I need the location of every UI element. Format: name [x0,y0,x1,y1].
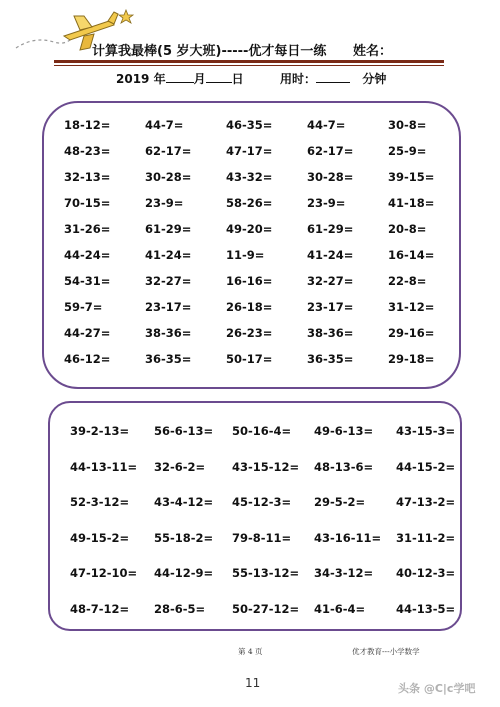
title-text: 计算我最棒(5 岁大班)-----优才每日一练 [92,44,327,59]
problem-item: 16-14= [388,248,435,262]
time-label: 用时： [279,72,316,86]
problem-item: 28-6-5= [154,601,206,616]
problem-item: 44-7= [307,118,346,132]
header-rule-thin [54,65,444,66]
problem-item: 55-18-2= [154,530,214,545]
problem-item: 41-18= [388,196,435,210]
problem-item: 34-3-12= [314,566,374,581]
problem-item: 29-18= [388,352,435,366]
problem-item: 29-16= [388,326,435,340]
header-rule-thick [54,60,444,63]
star-icon [119,10,133,23]
problem-item: 59-7= [64,300,103,314]
problem-item: 43-16-11= [314,530,382,545]
problem-item: 44-15-2= [396,459,456,474]
problem-item: 56-6-13= [154,424,214,438]
problem-item: 26-23= [226,326,273,340]
problem-item: 62-17= [145,144,192,158]
problem-item: 41-24= [145,248,192,262]
problem-item: 18-12= [64,118,111,132]
problem-item: 22-8= [388,274,427,288]
problem-item: 43-32= [226,170,273,184]
subtraction-grid [64,118,444,378]
problem-item: 62-17= [307,144,354,158]
problem-item: 41-24= [307,248,354,262]
problem-item: 31-11-2= [396,530,456,545]
problem-item: 32-27= [307,274,354,288]
problem-item: 41-6-4= [314,601,366,616]
date-line [116,70,386,87]
problem-item: 61-29= [145,222,192,236]
day-label: 日 [231,72,244,86]
problem-item: 31-12= [388,300,435,314]
problem-item: 43-15-3= [396,424,456,438]
problem-item: 70-15= [64,196,111,210]
problem-item: 43-4-12= [154,495,214,510]
problem-item: 11-9= [226,248,265,262]
problem-item: 48-23= [64,144,111,158]
problem-item: 48-13-6= [314,459,374,474]
problem-item: 44-12-9= [154,566,214,581]
problem-item: 46-35= [226,118,273,132]
problem-item: 23-9= [307,196,346,210]
problem-item: 39-15= [388,170,435,184]
problem-item: 30-28= [145,170,192,184]
problem-item: 50-17= [226,352,273,366]
problem-item: 43-15-12= [232,459,300,474]
problem-item: 32-6-2= [154,459,206,474]
day-blank[interactable] [206,70,232,83]
problem-item: 61-29= [307,222,354,236]
problem-item: 32-27= [145,274,192,288]
problem-item: 49-15-2= [70,530,130,545]
problem-item: 23-17= [307,300,354,314]
worksheet-title [92,40,422,59]
problem-item: 46-12= [64,352,111,366]
problem-item: 48-7-12= [70,601,130,616]
problem-item: 36-35= [145,352,192,366]
page-number: 11 [245,676,261,690]
problem-item: 49-6-13= [314,424,374,438]
problem-item: 47-13-2= [396,495,456,510]
problem-item: 54-31= [64,274,111,288]
time-blank[interactable] [316,70,350,83]
problem-item: 40-12-3= [396,566,456,581]
year-label: 2019 年 [116,72,166,86]
problem-item: 44-27= [64,326,111,340]
problem-item: 47-17= [226,144,273,158]
name-label: 姓名： [352,44,392,59]
page-label: 第 4 页 [238,647,263,656]
problem-item: 39-2-13= [70,424,130,438]
problem-item: 38-36= [307,326,354,340]
problem-item: 44-13-11= [70,459,138,474]
problem-item: 26-18= [226,300,273,314]
problem-item: 30-28= [307,170,354,184]
problem-item: 23-17= [145,300,192,314]
watermark: 头条 @C|c学吧 [398,682,476,695]
month-label: 月 [193,72,206,86]
problem-item: 44-24= [64,248,111,262]
problem-item: 52-3-12= [70,495,130,510]
problem-item: 32-13= [64,170,111,184]
minute-unit: 分钟 [362,72,387,86]
problem-item: 49-20= [226,222,273,236]
problem-item: 29-5-2= [314,495,366,510]
problem-item: 55-13-12= [232,566,300,581]
problem-item: 44-7= [145,118,184,132]
month-blank[interactable] [166,70,194,83]
problem-item: 38-36= [145,326,192,340]
problem-item: 44-13-5= [396,601,456,616]
problem-item: 50-27-12= [232,601,300,616]
chain-subtraction-grid [70,424,456,638]
problem-item: 20-8= [388,222,427,236]
problem-item: 58-26= [226,196,273,210]
problem-item: 16-16= [226,274,273,288]
problem-item: 31-26= [64,222,111,236]
problem-item: 36-35= [307,352,354,366]
problem-item: 25-9= [388,144,427,158]
problem-item: 50-16-4= [232,424,292,438]
publisher-label: 优才教育---小学数学 [352,647,420,656]
problem-item: 23-9= [145,196,184,210]
problem-item: 47-12-10= [70,566,138,581]
problem-item: 45-12-3= [232,495,292,510]
problem-item: 79-8-11= [232,530,292,545]
problem-item: 30-8= [388,118,427,132]
